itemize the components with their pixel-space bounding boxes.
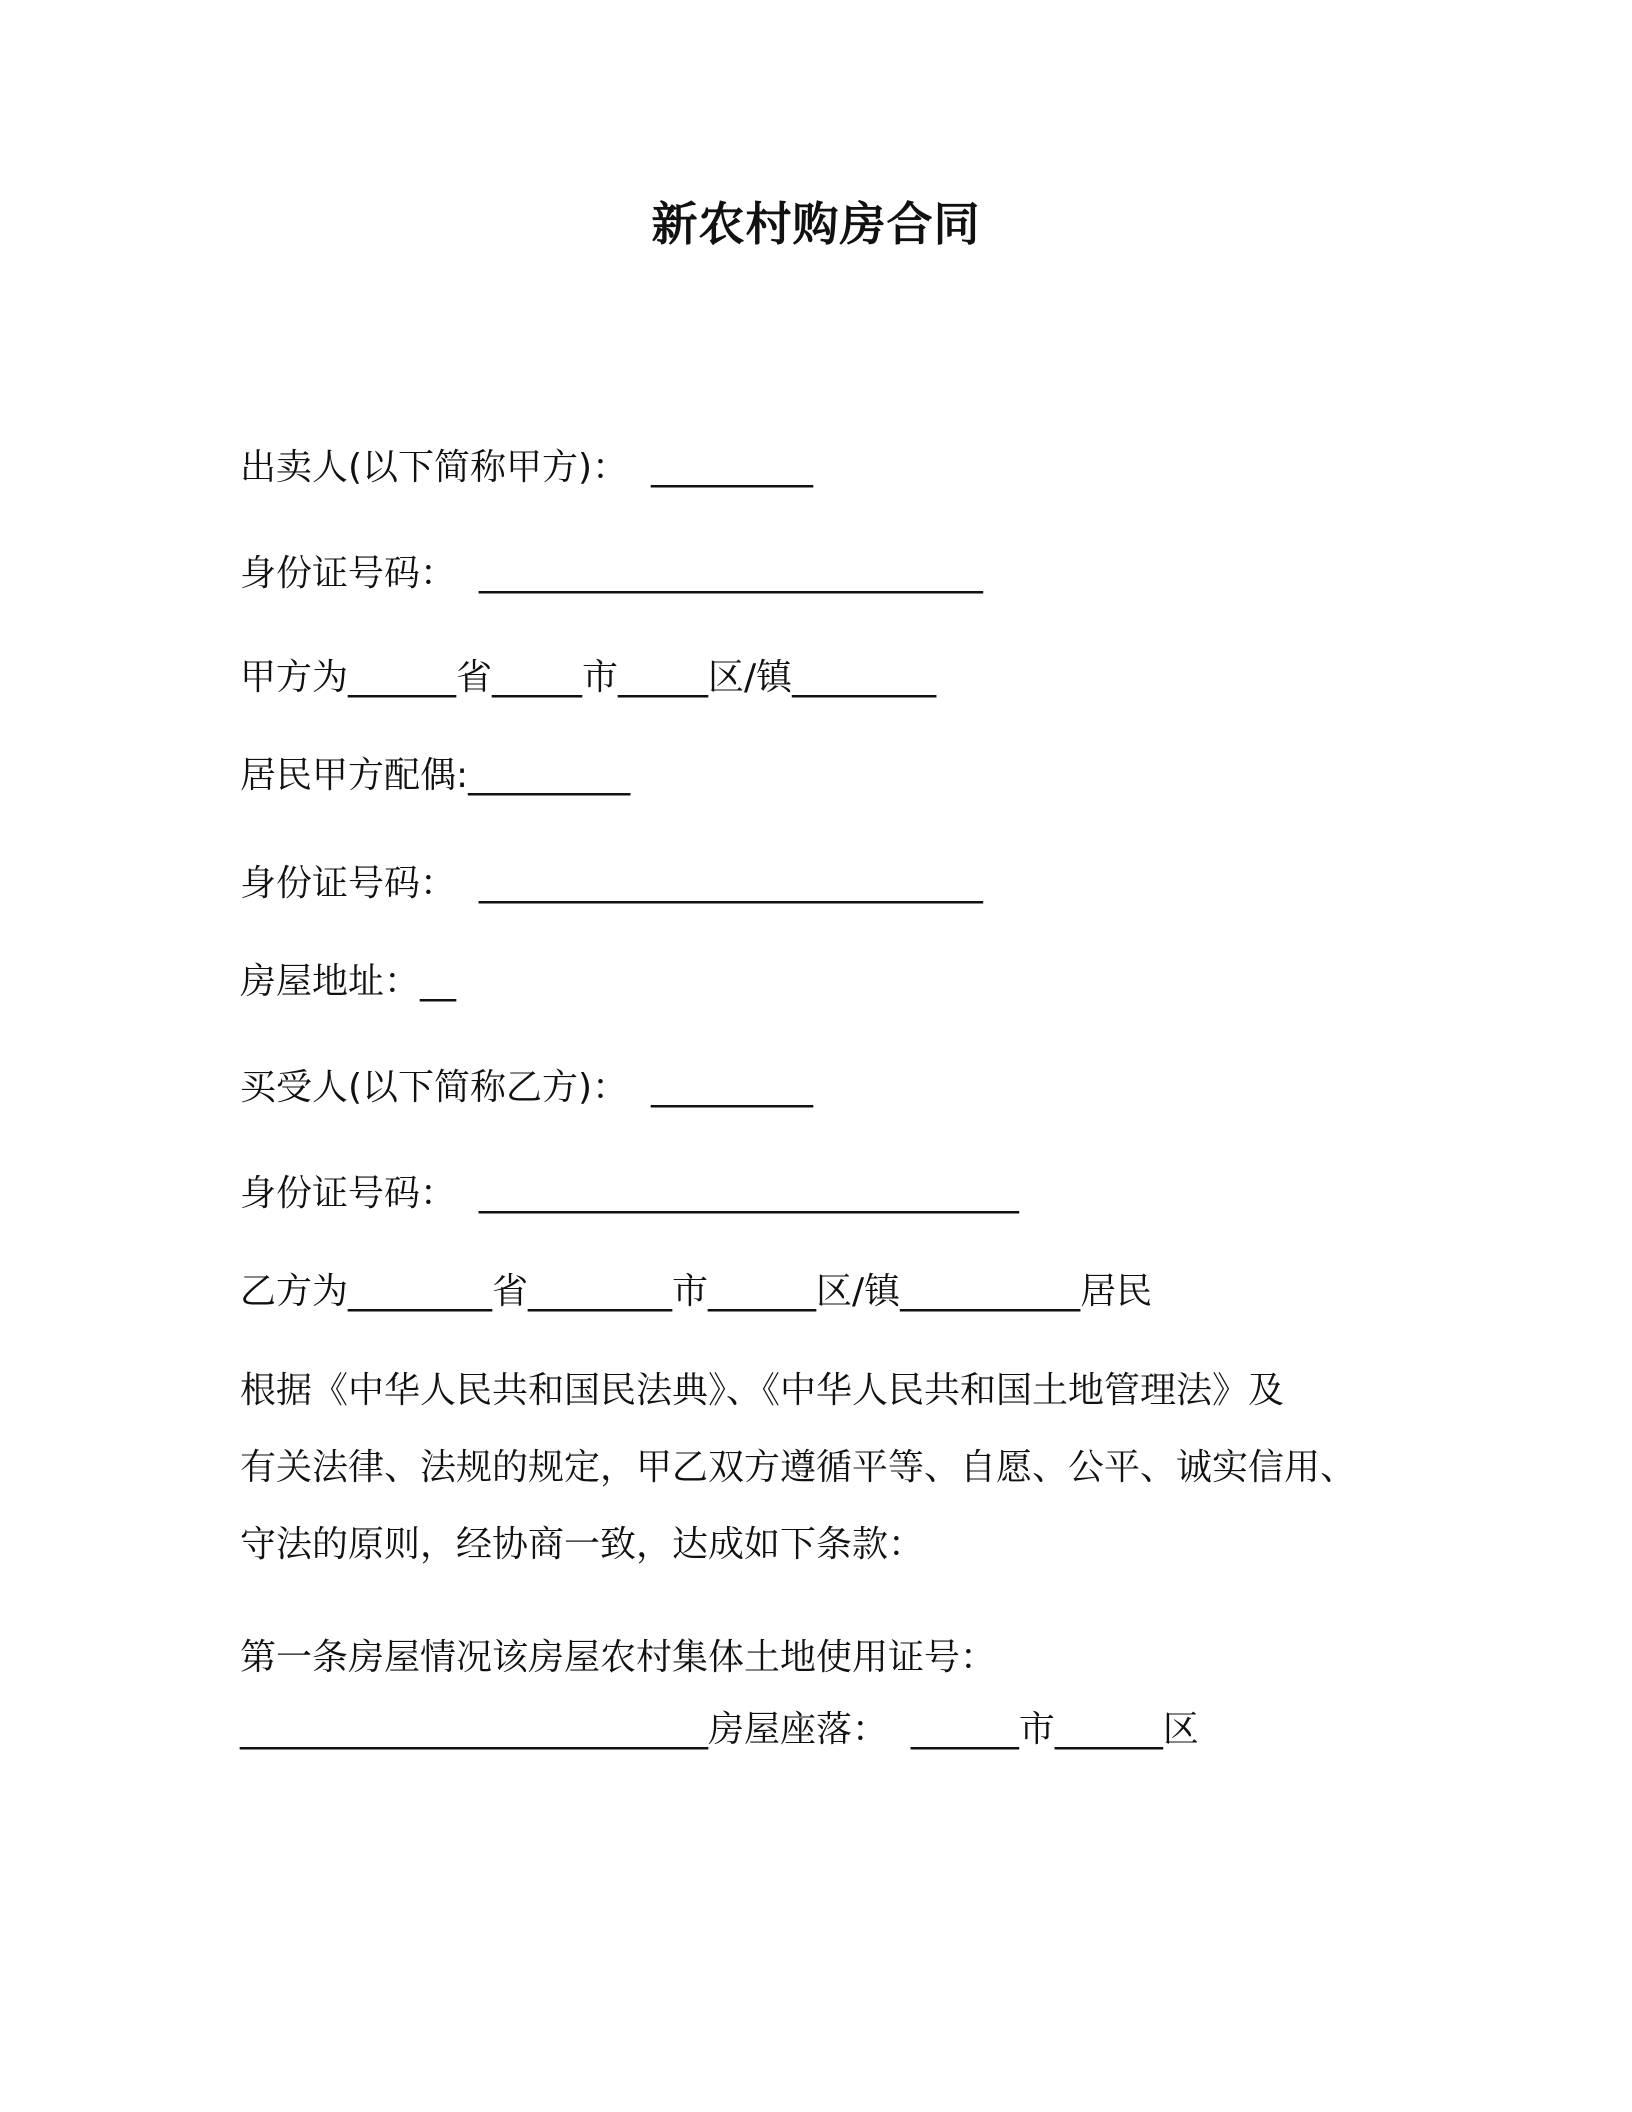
seller-residence-line: 甲方为______省_____市_____区/镇________ <box>240 657 937 698</box>
spouse-id-line: 身份证号码： ____________________________ <box>240 863 983 904</box>
paragraph-line: 守法的原则，经协商一致，达成如下条款： <box>240 1524 925 1565</box>
document-title: 新农村购房合同 <box>651 197 981 251</box>
paragraph-line: 第一条房屋情况该房屋农村集体土地使用证号： <box>240 1637 997 1678</box>
paragraph-line: __________________________房屋座落： ______市______区 <box>240 1709 1199 1750</box>
buyer-id-line: 身份证号码： ______________________________ <box>240 1173 1019 1214</box>
house-address-line: 房屋地址：__ <box>240 961 457 1002</box>
paragraph-line: 根据《中华人民共和国民法典》、《中华人民共和国土地管理法》及 <box>240 1370 1285 1411</box>
buyer-line: 买受人(以下简称乙方)： _________ <box>240 1067 813 1108</box>
seller-line: 出卖人(以下简称甲方)： _________ <box>240 447 813 488</box>
seller-spouse-line: 居民甲方配偶:_________ <box>240 755 631 796</box>
legal-basis-paragraph <box>240 1352 1400 1583</box>
seller-id-line: 身份证号码： ____________________________ <box>240 553 983 594</box>
paragraph-line: 有关法律、法规的规定，甲乙双方遵循平等、自愿、公平、诚实信用、 <box>240 1447 1357 1488</box>
article-one-paragraph <box>240 1622 1400 1766</box>
buyer-residence-line: 乙方为________省________市______区/镇__________居民 <box>240 1271 1153 1312</box>
